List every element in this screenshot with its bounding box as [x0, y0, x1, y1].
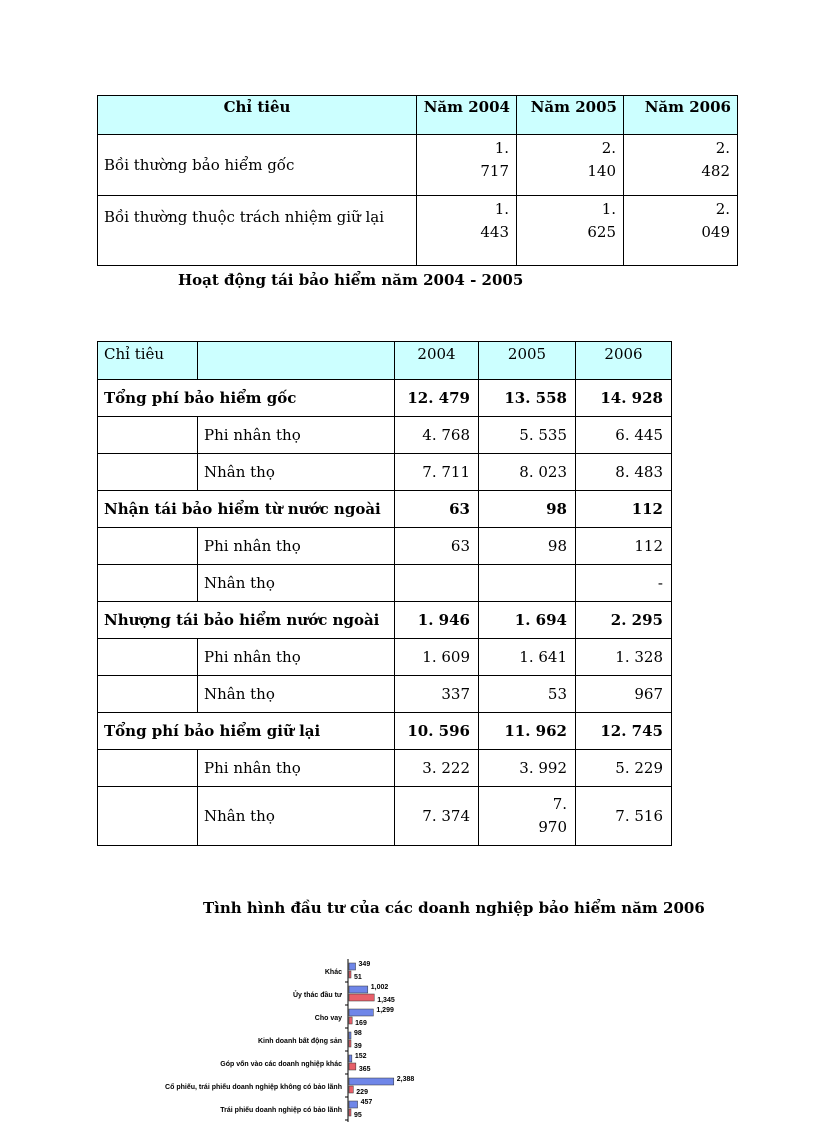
category-label: Kinh doanh bất động sản: [258, 1038, 342, 1045]
value-cell: 7. 711: [395, 454, 479, 491]
reinsurance-table: [97, 341, 672, 846]
category-label: Cho vay: [314, 1015, 342, 1022]
table-row: [98, 565, 672, 602]
value-cell: 7. 374: [395, 787, 479, 846]
sub-label: Phi nhân thọ: [198, 750, 395, 787]
reinsurance-table-header: [98, 342, 672, 380]
value-cell: 1. 609: [395, 639, 479, 676]
sub-label: Nhân thọ: [198, 565, 395, 602]
empty-cell: [98, 676, 198, 713]
data-label: 95: [354, 1112, 362, 1119]
data-label: 39: [354, 1043, 362, 1050]
value-cell: 12. 745: [576, 713, 672, 750]
value-cell: 1. 694: [479, 602, 576, 639]
sub-label: Nhân thọ: [198, 454, 395, 491]
value-cell: 1. 328: [576, 639, 672, 676]
group-label: Tổng phí bảo hiểm giữ lại: [98, 713, 395, 750]
table-row: [98, 454, 672, 491]
data-label: 1,002: [370, 984, 389, 991]
table-row: [98, 491, 672, 528]
value-cell: 8. 483: [576, 454, 672, 491]
value-cell: 3. 992: [479, 750, 576, 787]
investment-caption: Tình hình đầu tư của các doanh nghiệp bảo hiểm năm 2006: [203, 899, 705, 917]
bar: [349, 1009, 373, 1016]
bar: [349, 1078, 394, 1085]
value-cell: 7. 516: [576, 787, 672, 846]
sub-label: Nhân thọ: [198, 787, 395, 846]
category-label: Khác: [324, 969, 342, 976]
empty-cell: [98, 417, 198, 454]
bar: [349, 1109, 351, 1116]
value-cell: 112: [576, 528, 672, 565]
value-cell: 5. 535: [479, 417, 576, 454]
bar: [349, 1055, 352, 1062]
bar: [349, 1032, 351, 1039]
value-cell: 13. 558: [479, 380, 576, 417]
sub-label: Phi nhân thọ: [198, 639, 395, 676]
bar: [349, 1086, 353, 1093]
value-cell: 1. 641: [479, 639, 576, 676]
value-cell: 1. 443: [417, 196, 517, 266]
value-cell: [395, 565, 479, 602]
table-row: [98, 787, 672, 846]
value-cell: 10. 596: [395, 713, 479, 750]
investment-chart: [100, 955, 460, 1123]
value-cell: 337: [395, 676, 479, 713]
table-row: [98, 602, 672, 639]
value-cell: 1. 717: [417, 135, 517, 196]
bar: [349, 1101, 358, 1108]
empty-cell: [98, 639, 198, 676]
value-cell: 5. 229: [576, 750, 672, 787]
header-cell: [198, 342, 395, 380]
sub-label: Nhân thọ: [198, 676, 395, 713]
header-cell: Năm 2005: [517, 96, 624, 135]
data-label: 2,388: [396, 1076, 415, 1083]
category-label: Cổ phiếu, trái phiếu doanh nghiệp không có bảo lãnh: [165, 1084, 342, 1091]
value-cell: 2. 140: [517, 135, 624, 196]
value-cell: 6. 445: [576, 417, 672, 454]
row-label: Bồi thường thuộc trách nhiệm giữ lại: [98, 196, 417, 266]
value-cell: 3. 222: [395, 750, 479, 787]
bar: [349, 986, 368, 993]
table-row: [98, 528, 672, 565]
empty-cell: [98, 750, 198, 787]
value-cell: 2. 049: [624, 196, 738, 266]
header-cell: 2004: [395, 342, 479, 380]
value-cell: 112: [576, 491, 672, 528]
data-label: 349: [358, 961, 371, 968]
value-cell: 4. 768: [395, 417, 479, 454]
claims-table: [97, 95, 738, 266]
value-cell: 7. 970: [479, 787, 576, 846]
group-label: Nhượng tái bảo hiểm nước ngoài: [98, 602, 395, 639]
value-cell: 11. 962: [479, 713, 576, 750]
table-row: [98, 380, 672, 417]
value-cell: 98: [479, 491, 576, 528]
value-cell: 967: [576, 676, 672, 713]
data-label: 457: [360, 1099, 373, 1106]
value-cell: 63: [395, 491, 479, 528]
reinsurance-caption: Hoạt động tái bảo hiểm năm 2004 - 2005: [178, 271, 524, 289]
value-cell: 14. 928: [576, 380, 672, 417]
table-row: [98, 135, 738, 196]
table-row: [98, 713, 672, 750]
value-cell: 2. 482: [624, 135, 738, 196]
bar: [349, 994, 374, 1001]
table-row: [98, 639, 672, 676]
value-cell: 12. 479: [395, 380, 479, 417]
data-label: 51: [354, 974, 362, 981]
category-label: Trái phiếu doanh nghiệp có bảo lãnh: [220, 1107, 342, 1114]
empty-cell: [98, 528, 198, 565]
value-cell: 53: [479, 676, 576, 713]
table-row: [98, 750, 672, 787]
value-cell: 8. 023: [479, 454, 576, 491]
bar: [349, 1063, 356, 1070]
empty-cell: [98, 565, 198, 602]
bar: [349, 963, 356, 970]
value-cell: -: [576, 565, 672, 602]
value-cell: 98: [479, 528, 576, 565]
empty-cell: [98, 787, 198, 846]
claims-table-header: [98, 96, 738, 135]
value-cell: 63: [395, 528, 479, 565]
row-label: Bồi thường bảo hiểm gốc: [98, 135, 417, 196]
bar: [349, 971, 351, 978]
data-label: 229: [356, 1089, 368, 1096]
data-label: 98: [354, 1030, 362, 1037]
header-cell: Năm 2004: [417, 96, 517, 135]
empty-cell: [98, 454, 198, 491]
group-label: Nhận tái bảo hiểm từ nước ngoài: [98, 491, 395, 528]
data-label: 365: [358, 1066, 371, 1073]
table-row: [98, 417, 672, 454]
value-cell: 1. 625: [517, 196, 624, 266]
table-row: [98, 196, 738, 266]
header-cell: 2006: [576, 342, 672, 380]
sub-label: Phi nhân thọ: [198, 528, 395, 565]
value-cell: [479, 565, 576, 602]
value-cell: 2. 295: [576, 602, 672, 639]
data-label: 152: [354, 1053, 367, 1060]
data-label: 169: [355, 1020, 367, 1027]
bar: [349, 1040, 351, 1047]
header-cell: Chỉ tiêu: [98, 342, 198, 380]
category-label: Góp vốn vào các doanh nghiệp khác: [220, 1061, 342, 1068]
header-cell: Chỉ tiêu: [98, 96, 417, 135]
group-label: Tổng phí bảo hiểm gốc: [98, 380, 395, 417]
data-label: 1,345: [377, 997, 395, 1004]
value-cell: 1. 946: [395, 602, 479, 639]
header-cell: Năm 2006: [624, 96, 738, 135]
data-label: 1,299: [376, 1007, 394, 1014]
header-cell: 2005: [479, 342, 576, 380]
sub-label: Phi nhân thọ: [198, 417, 395, 454]
category-label: Ủy thác đầu tư: [292, 992, 342, 999]
table-row: [98, 676, 672, 713]
bar: [349, 1017, 352, 1024]
